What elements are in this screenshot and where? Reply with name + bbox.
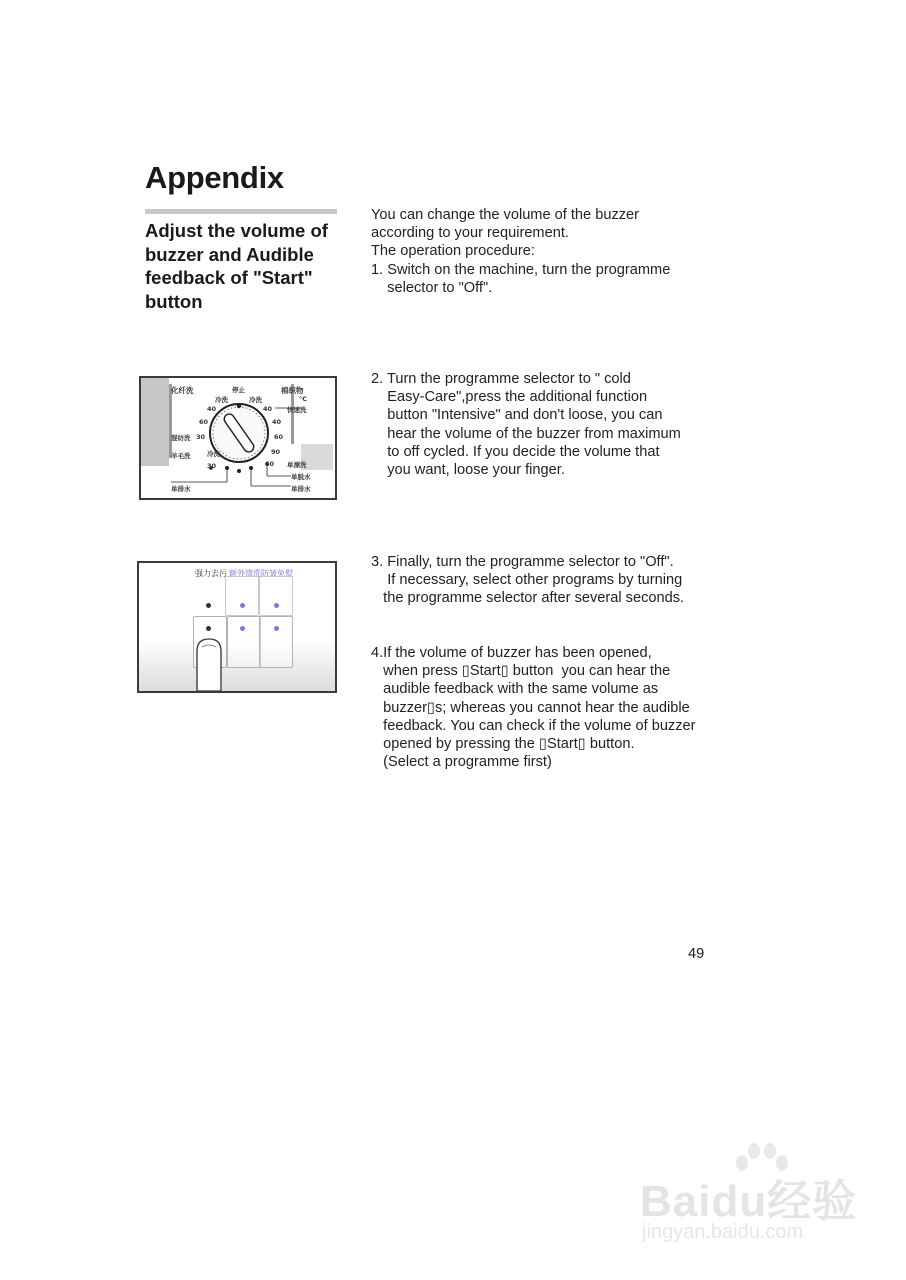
text-line: If necessary, select other programs by turning: [371, 572, 683, 589]
label-temp: 40: [207, 405, 217, 413]
watermark: [640, 1143, 860, 1253]
text-line: when press ▯Start▯ button you can hear the: [371, 663, 671, 680]
label-temp: 90: [271, 448, 281, 456]
label-delicate: 混纺洗: [171, 434, 191, 442]
label-spin: 单脱水: [291, 473, 311, 481]
section-subheading: Adjust the volume of buzzer and Audible feedback of "Start" button: [145, 220, 328, 312]
label-wool: 羊毛洗: [171, 452, 191, 460]
programme-selector-figure: [139, 376, 337, 500]
label-temp: 60: [199, 418, 209, 426]
text-line: opened by pressing the ▯Start▯ button.: [371, 736, 635, 753]
label-cold: 冷洗: [249, 396, 262, 404]
finger-icon: [139, 563, 335, 691]
label-temp: 40: [272, 418, 282, 426]
page-title: Appendix: [145, 160, 284, 195]
text-line: button "Intensive" and don't loose, you can: [371, 407, 663, 424]
label-stop: 停止: [232, 386, 245, 394]
text-line: (Select a programme first): [371, 754, 552, 771]
label-anti-crease: 防皱免熨: [261, 569, 293, 578]
text-line: audible feedback with the same volume as: [371, 681, 659, 698]
watermark-url: jingyan.baidu.com: [642, 1221, 804, 1243]
section-rule: [145, 209, 337, 214]
text-line: 1. Switch on the machine, turn the programme: [371, 261, 671, 278]
label-drain: 单排水: [171, 485, 191, 493]
text-line: 4.If the volume of buzzer has been opened,: [371, 645, 652, 661]
label-synthetic: 化纤洗: [171, 386, 194, 395]
label-cold: 冷洗: [215, 396, 228, 404]
text-line: feedback. You can check if the volume of buzzer: [371, 717, 696, 734]
text-line: The operation procedure:: [371, 243, 535, 260]
label-temp: 30: [207, 462, 217, 470]
text-line: Easy-Care",press the additional function: [371, 389, 648, 406]
label-cotton: 棉织物: [281, 386, 304, 395]
label-extra-rinse: 额外漂洗: [229, 569, 261, 578]
page-number: 49: [688, 946, 705, 962]
label-temp: 60: [274, 433, 284, 441]
text-line: You can change the volume of the buzzer: [371, 207, 640, 223]
step-3-paragraph: [371, 553, 684, 608]
label-quick: 快速洗: [287, 406, 307, 414]
label-temp: 30: [196, 433, 206, 441]
text-line: the programme selector after several seconds.: [371, 590, 685, 607]
label-temp: 40: [263, 405, 273, 413]
position-dot: [237, 469, 241, 473]
text-line: selector to "Off".: [371, 279, 493, 296]
text-line: according to your requirement.: [371, 225, 569, 242]
text-line: hear the volume of the buzzer from maximum: [371, 425, 681, 442]
watermark-brand: Baidu经验: [640, 1177, 858, 1226]
label-temp: 60: [265, 460, 275, 468]
intro-paragraph: [371, 206, 670, 297]
step-2-paragraph: [371, 370, 681, 479]
text-line: 3. Finally, turn the programme selector to "Off".: [371, 554, 674, 570]
label-intensive: 强力去污: [195, 569, 227, 578]
text-line: to off cycled. If you decide the volume that: [371, 443, 660, 460]
label-celsius: °C: [299, 395, 308, 403]
text-line: 2. Turn the programme selector to " cold: [371, 371, 631, 387]
label-rinse: 单漂洗: [287, 461, 307, 469]
function-buttons-figure: [137, 561, 337, 693]
label-cold: 冷洗: [207, 450, 220, 458]
label-drain: 单排水: [291, 485, 311, 493]
step-4-paragraph: [371, 644, 696, 771]
text-line: you want, loose your finger.: [371, 462, 565, 479]
text-line: buzzer▯s; whereas you cannot hear the audible: [371, 699, 690, 716]
stop-position-dot: [237, 404, 241, 408]
